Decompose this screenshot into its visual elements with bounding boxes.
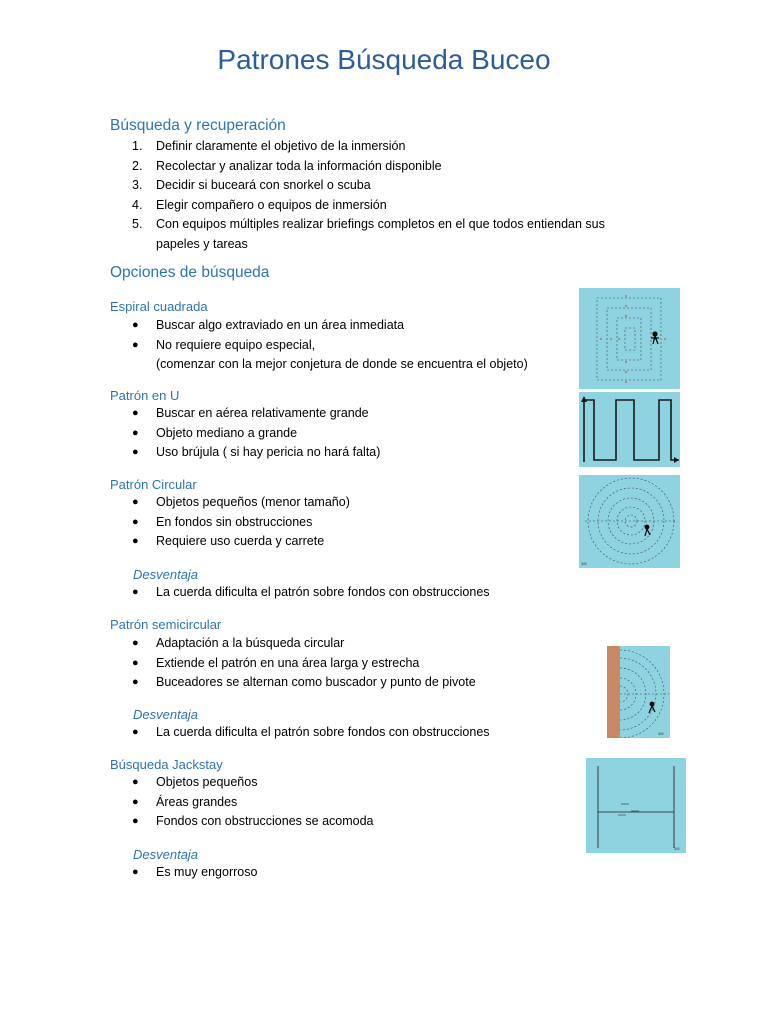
u-pattern-heading: Patrón en U [110,388,180,403]
circular-disadvantage-heading: Desventaja [133,567,199,582]
list-item: (comenzar con la mejor conjetura de donde se encuentra el objeto) [156,357,528,372]
square-spiral-diagram [579,288,680,389]
jackstay-disadvantage-heading: Desventaja [133,847,199,862]
jackstay-diagram [586,758,686,853]
list-item: ● Fondos con obstrucciones se acomoda [132,814,374,829]
wall-strip [607,646,620,738]
list-item: 2. Recolectar y analizar toda la información disponible [132,158,442,173]
circular-figure [579,475,680,568]
list-item: ● Extiende el patrón en una área larga y estrecha [132,655,420,670]
list-item: 4. Elegir compañero o equipos de inmersión [132,197,387,212]
page-title: Patrones Búsqueda Buceo [217,44,551,75]
circular-disadvantage-list [0,583,490,603]
semicircular-diagram [607,646,670,738]
u-pattern-list [0,404,380,463]
list-item: papeles y tareas [156,236,248,251]
list-item: ● Buscar algo extraviado en un área inmediata [132,318,405,332]
figure-badge: 3/6 [658,731,664,736]
spiral-list [0,316,528,375]
square-spiral-figure [579,288,680,389]
figure-badge: 3/6 [674,846,680,851]
circular-diagram [579,475,680,568]
list-item: ● En fondos sin obstrucciones [132,514,313,529]
recovery-heading: Búsqueda y recuperación [110,117,286,134]
semicircular-disadvantage-list [0,723,490,743]
list-item: ● Objeto mediano a grande [132,425,298,440]
list-item: ● La cuerda dificulta el patrón sobre fondos con obstrucciones [132,725,490,739]
recovery-list [0,137,605,255]
list-item: ● Áreas grandes [132,794,238,809]
list-item: 5. Con equipos múltiples realizar briefings completos en el que todos entiendan sus [132,217,605,232]
figure-badge: 3/6 [581,561,587,566]
list-item: ● Buceadores se alternan como buscador y punto de pivote [132,675,476,690]
semicircular-list [0,634,476,693]
semicircular-disadvantage-heading: Desventaja [133,707,199,722]
list-item: ● Requiere uso cuerda y carrete [132,534,325,549]
semicircular-figure [607,646,670,738]
u-pattern-figure [579,392,680,467]
jackstay-list [0,773,374,832]
list-item: 3. Decidir si buceará con snorkel o scuba [132,178,371,193]
semicircular-heading: Patrón semicircular [110,617,222,632]
spiral-heading: Espiral cuadrada [110,299,208,314]
list-item: ● No requiere equipo especial, [132,337,316,352]
list-item: ● Objetos pequeños [132,775,258,789]
list-item: 1. Definir claramente el objetivo de la inmersión [132,139,406,153]
circular-heading: Patrón Circular [110,477,197,492]
list-item: ● La cuerda dificulta el patrón sobre fondos con obstrucciones [132,585,490,599]
circular-list [0,493,350,552]
list-item: ● Es muy engorroso [132,865,258,879]
options-heading: Opciones de búsqueda [110,264,270,281]
u-pattern-diagram [579,392,680,467]
list-item: ● Adaptación a la búsqueda circular [132,636,345,650]
jackstay-figure [586,758,686,853]
list-item: ● Buscar en aérea relativamente grande [132,406,369,420]
list-item: ● Objetos pequeños (menor tamaño) [132,495,350,509]
jackstay-heading: Búsqueda Jackstay [110,757,223,772]
jackstay-disadvantage-list [0,863,257,883]
list-item: ● Uso brújula ( si hay pericia no hará falta) [132,445,381,460]
